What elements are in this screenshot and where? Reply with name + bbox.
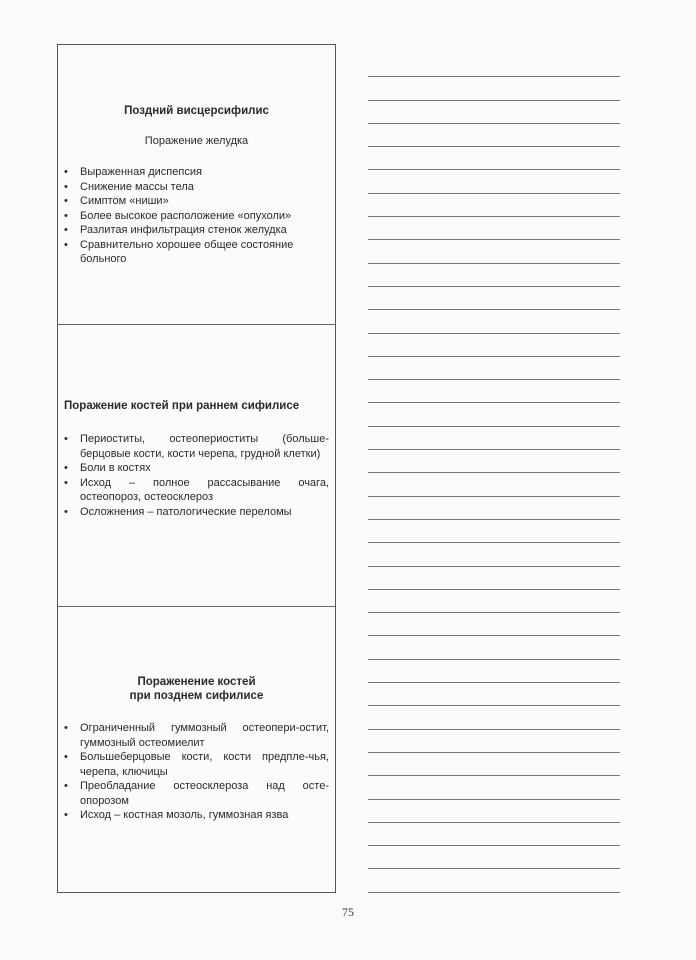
card-early-bone-syphilis	[57, 324, 336, 606]
list-item: • Более высокое расположение «опухоли»	[58, 209, 335, 224]
list-item: • Преобладание остеосклероза над осте-опорозом	[58, 779, 335, 808]
note-line	[368, 170, 620, 193]
card-title: Поздний висцерсифилис	[124, 105, 269, 117]
note-line	[368, 310, 620, 333]
note-line	[368, 520, 620, 543]
list-item: • Выраженная диспепсия	[58, 165, 335, 180]
list-item: • Симптом «ниши»	[58, 194, 335, 209]
note-line	[368, 427, 620, 450]
note-line	[368, 590, 620, 613]
note-line	[368, 660, 620, 683]
note-line	[368, 264, 620, 287]
note-line	[368, 147, 620, 170]
note-line	[368, 77, 620, 100]
symptom-list	[58, 165, 335, 267]
list-item: • Исход – костная мозоль, гуммозная язва	[58, 808, 335, 823]
note-line	[368, 567, 620, 590]
list-item: • Большеберцовые кости, кости предпле-чья, черепа, ключицы	[58, 750, 335, 779]
note-line	[368, 730, 620, 753]
card-title-line: при позднем сифилисе	[129, 690, 264, 702]
symptom-list	[58, 721, 335, 823]
note-line	[368, 497, 620, 520]
card-title	[58, 675, 335, 703]
note-line	[368, 823, 620, 846]
note-line	[368, 240, 620, 263]
note-line	[368, 706, 620, 729]
note-line	[368, 380, 620, 403]
note-line	[368, 54, 620, 77]
note-line	[368, 403, 620, 426]
note-line	[368, 450, 620, 473]
list-item: • Осложнения – патологические переломы	[58, 505, 335, 520]
note-line	[368, 101, 620, 124]
note-line	[368, 776, 620, 799]
card-gastric-syphilis	[57, 44, 336, 324]
list-item: • Разлитая инфильтрация стенок желудка	[58, 223, 335, 238]
note-line	[368, 846, 620, 869]
note-line	[368, 543, 620, 566]
note-line	[368, 473, 620, 496]
note-line	[368, 636, 620, 659]
list-item: • Периоститы, остеопериоститы (больше-берцовые кости, кости черепа, грудной клетки)	[58, 432, 335, 461]
symptom-list	[58, 432, 335, 519]
list-item: • Снижение массы тела	[58, 180, 335, 195]
note-line	[368, 194, 620, 217]
note-line	[368, 613, 620, 636]
card-subtitle: Поражение желудка	[144, 135, 249, 147]
page-number: 75	[342, 905, 354, 919]
note-line	[368, 357, 620, 380]
note-lines	[368, 54, 620, 893]
note-line	[368, 334, 620, 357]
card-late-bone-syphilis	[57, 606, 336, 893]
card-title-line: Пораженение костей	[137, 676, 256, 688]
note-line	[368, 124, 620, 147]
list-item: • Боли в костях	[58, 461, 335, 476]
note-line	[368, 683, 620, 706]
list-item: • Исход – полное рассасывание очага, остеопороз, остеосклероз	[58, 476, 335, 505]
note-line	[368, 753, 620, 776]
note-line	[368, 287, 620, 310]
list-item: • Сравнительно хорошее общее состояние больного	[58, 238, 335, 267]
note-line	[368, 800, 620, 823]
card-title: Поражение костей при раннем сифилисе	[64, 400, 300, 412]
list-item: • Ограниченный гуммозный остеопери-остит, гуммозный остеомиелит	[58, 721, 335, 750]
note-line	[368, 869, 620, 892]
note-line	[368, 217, 620, 240]
